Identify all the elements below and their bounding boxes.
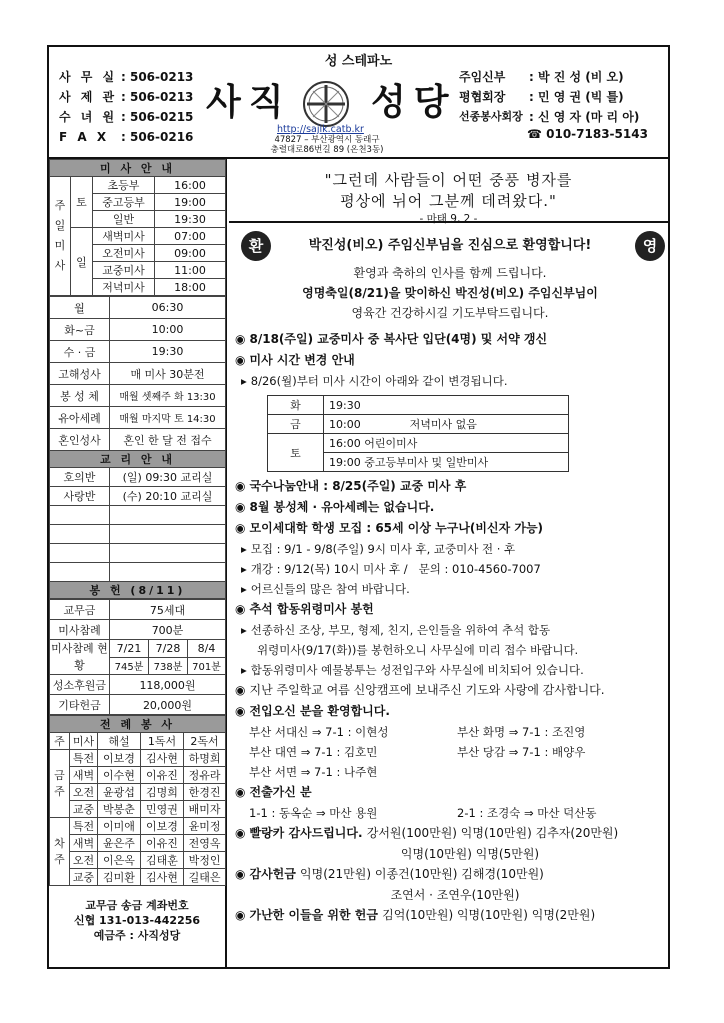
empty-cell [50, 525, 110, 544]
mass-name: 초등부 [93, 177, 155, 194]
mass-time: 19:00 [155, 194, 226, 211]
transfer-out-row [235, 803, 665, 823]
quote-line-1: "그런데 사람들이 어떤 중풍 병자를 [324, 171, 573, 189]
service-person: 이보경 [98, 750, 141, 767]
catechism-title: 교 리 안 내 [50, 451, 226, 468]
office-label: 사 무 실 [59, 70, 118, 84]
bullet-icon: ◉ [235, 867, 246, 881]
address-line-1: 47827 – 부산광역시 동래구 [274, 135, 380, 145]
mass-time: 19:30 [155, 211, 226, 228]
welcome-heading: 박진성(비오) 주임신부님을 진심으로 환영합니다! [308, 238, 592, 253]
service-mass: 교중 [70, 869, 98, 886]
service-header: 1독서 [141, 733, 184, 750]
bullet-icon: ◉ [235, 332, 246, 346]
notice-sub-text: 모집 : 9/1 - 9/8(주일) 9시 미사 후, 교중미사 전 · 후 [250, 542, 516, 556]
weekday-time: 매월 마지막 토 14:30 [110, 407, 226, 429]
weekday-name: 고해성사 [50, 363, 110, 385]
service-mass: 오전 [70, 852, 98, 869]
weekday-time: 06:30 [110, 297, 226, 319]
mass-name: 교중미사 [93, 262, 155, 279]
service-person: 윤은주 [98, 835, 141, 852]
service-person: 이보경 [141, 818, 184, 835]
phone-number: ☎ 010-7183-5143 [527, 127, 648, 141]
scripture-quote [229, 159, 668, 223]
service-header: 미사 [70, 733, 98, 750]
transfer-entry [457, 762, 665, 782]
mass-time: 07:00 [155, 228, 226, 245]
service-mass: 특전 [70, 750, 98, 767]
notice-text: 지난 주일학교 여름 신앙캠프에 보내주신 기도와 사랑에 감사합니다. [249, 683, 605, 697]
welcome-line: 환영과 축하의 인사를 함께 드립니다. [353, 266, 547, 280]
contact-left [59, 67, 193, 147]
notice-sub-text: 8/26(월)부터 미사 시간이 아래와 같이 변경됩니다. [250, 374, 508, 388]
sunday-mass-label: 주일미사 [50, 177, 71, 296]
notice-item [235, 823, 665, 844]
mass-table [49, 159, 226, 296]
service-title: 전 례 봉 사 [50, 716, 226, 733]
bullet-icon: ◉ [235, 521, 246, 535]
arrow-icon: ▸ [241, 542, 247, 556]
bullet-icon: ◉ [235, 353, 246, 367]
notice-item [235, 599, 665, 620]
welcome-banner [235, 229, 665, 263]
notice-text: 국수나눔안내 : 8/25(주일) 교중 미사 후 [249, 479, 467, 493]
weekday-time: 매 미사 30분전 [110, 363, 226, 385]
catechism-name: 호의반 [50, 468, 110, 487]
mass-time: 11:00 [155, 262, 226, 279]
service-person: 이은옥 [98, 852, 141, 869]
weekday-time: 10:00 [110, 319, 226, 341]
arrow-icon: ▸ [241, 663, 247, 677]
notice-item [235, 518, 665, 539]
convent-label: 수 녀 원 [59, 110, 118, 124]
quote-line-2: 평상에 뉘어 그분께 데려왔다." [340, 192, 557, 210]
quote-reference: - 마태 9, 2 - [419, 213, 478, 225]
attendance-count: 745분 [110, 657, 149, 675]
weekday-name: 수 · 금 [50, 341, 110, 363]
mass-name: 오전미사 [93, 245, 155, 262]
offering-value: 700분 [110, 620, 226, 640]
notice-detail: 김억(10만원) 익명(10만원) 익명(2만원) [382, 908, 596, 922]
offering-value: 118,000원 [110, 675, 226, 695]
welcome-line: 영명축일(8/21)을 맞이하신 박진성(비오) 주임신부님이 [302, 286, 598, 300]
notice-sub [235, 539, 665, 559]
empty-cell [50, 563, 110, 582]
attendance-date: 8/4 [188, 640, 226, 658]
offering-table [49, 599, 226, 715]
weekday-time: 혼인 한 달 전 접수 [110, 429, 226, 451]
notice-item [235, 701, 665, 722]
service-mass: 교중 [70, 801, 98, 818]
offering-label: 교무금 [50, 600, 110, 620]
sunday-label: 일 [71, 228, 93, 296]
weekday-time: 19:30 [110, 341, 226, 363]
service-header: 해설 [98, 733, 141, 750]
empty-cell [110, 544, 226, 563]
service-person: 윤미정 [184, 818, 226, 835]
service-header: 2독서 [184, 733, 226, 750]
transfer-entry: 부산 서면 ⇒ 7-1 : 나주현 [249, 765, 378, 779]
notice-detail: 익명(21만원) 이종건(10만원) 김해경(10만원) [300, 867, 544, 881]
service-person: 김사현 [141, 869, 184, 886]
service-person: 김태훈 [141, 852, 184, 869]
welcome-badge-left: 환 [241, 231, 271, 261]
offering-label: 성소후원금 [50, 675, 110, 695]
service-head-name: : 신 영 자 (마 리 아) [529, 110, 640, 124]
welcome-badge-right: 영 [635, 231, 665, 261]
arrow-icon: ▸ [241, 582, 247, 596]
schedule-change-table [267, 395, 569, 472]
offering-label: 미사참례 [50, 620, 110, 640]
weekday-name: 유아세례 [50, 407, 110, 429]
service-person: 윤광섭 [98, 784, 141, 801]
parish-patron: 성 스테파노 [324, 54, 393, 69]
change-day: 토 [268, 434, 324, 472]
website-link[interactable]: http://sajik.catb.kr [277, 124, 364, 135]
service-person: 민영권 [141, 801, 184, 818]
notice-text: 8/18(주일) 교중미사 중 복사단 입단(4명) 및 서약 갱신 [249, 332, 548, 346]
weekday-name: 화~금 [50, 319, 110, 341]
notice-sub [235, 559, 665, 579]
title-right: 성당 [371, 81, 457, 123]
service-mass: 특전 [70, 818, 98, 835]
attendance-count: 701분 [188, 657, 226, 675]
fax-number: : 506-0216 [121, 130, 194, 144]
title-left: 사직 [206, 81, 292, 123]
bullet-icon: ◉ [235, 826, 246, 840]
notice-sub-text: 합동위령미사 예물봉투는 성전입구와 사무실에 비치되어 있습니다. [250, 663, 584, 677]
notice-detail-line: 조연서 · 조연우(10만원) [390, 888, 520, 902]
service-person: 김사현 [141, 750, 184, 767]
notice-text: 빨랑카 감사드립니다. [249, 826, 363, 840]
change-text: 19:30 [324, 396, 569, 415]
mass-name: 일반 [93, 211, 155, 228]
service-header: 주 [50, 733, 70, 750]
catechism-time: (수) 20:10 교리실 [110, 487, 226, 506]
notice-item [235, 350, 665, 371]
service-person: 이유진 [141, 767, 184, 784]
notice-sub-text: 선종하신 조상, 부모, 형제, 친지, 은인들을 위하여 추석 합동 [250, 623, 551, 637]
contact-right [459, 67, 639, 127]
arrow-icon: ▸ [241, 562, 247, 576]
offering-value: 75세대 [110, 600, 226, 620]
notice-sub [235, 371, 665, 391]
offering-value: 20,000원 [110, 695, 226, 715]
notice-text: 가난한 이들을 위한 헌금 [249, 908, 378, 922]
empty-cell [50, 544, 110, 563]
pastor-label: 주임신부 [459, 70, 506, 84]
liturgy-service-table [49, 715, 226, 886]
service-person: 이미애 [98, 818, 141, 835]
notice-text: 8월 봉성체 · 유아세례는 없습니다. [249, 500, 435, 514]
weekday-time: 매월 셋째주 화 13:30 [110, 385, 226, 407]
bullet-icon: ◉ [235, 602, 246, 616]
weekday-name: 봉 성 체 [50, 385, 110, 407]
notice-item [235, 905, 665, 926]
transfer-entry: 2-1 : 조경숙 ⇒ 마산 덕산동 [457, 806, 597, 820]
change-text: 19:00 중고등부미사 및 일반미사 [324, 453, 569, 472]
council-name: : 민 영 권 (빅 틀) [529, 90, 624, 104]
mass-time: 18:00 [155, 279, 226, 296]
this-week-label: 금주 [50, 750, 70, 818]
change-text: 16:00 어린이미사 [324, 434, 569, 453]
bullet-icon: ◉ [235, 785, 246, 799]
change-day: 화 [268, 396, 324, 415]
attendance-date: 7/28 [149, 640, 188, 658]
weekday-name: 혼인성사 [50, 429, 110, 451]
service-person: 하명희 [184, 750, 226, 767]
notice-item [235, 329, 665, 350]
notice-sub: 위령미사(9/17(화))를 봉헌하오니 사무실에 미리 접수 바랍니다. [257, 643, 579, 657]
service-person: 배미자 [184, 801, 226, 818]
address [257, 135, 397, 155]
office-number: : 506-0213 [121, 70, 194, 84]
arrow-icon: ▸ [241, 374, 247, 388]
main-content [229, 159, 668, 967]
service-person: 김미환 [98, 869, 141, 886]
service-person: 이수현 [98, 767, 141, 784]
empty-cell [110, 525, 226, 544]
notice-text: 미사 시간 변경 안내 [249, 353, 355, 367]
catechism-time: (일) 09:30 교리실 [110, 468, 226, 487]
change-text: 10:00 저녁미사 없음 [324, 415, 569, 434]
rectory-number: : 506-0213 [121, 90, 194, 104]
arrow-icon: ▸ [241, 623, 247, 637]
offering-label: 기타헌금 [50, 695, 110, 715]
notice-detail-line: 익명(10만원) 익명(5만원) [400, 847, 540, 861]
catechism-name: 사랑반 [50, 487, 110, 506]
bullet-icon: ◉ [235, 704, 246, 718]
service-person: 전영옥 [184, 835, 226, 852]
notice-sub-text: 어르신들의 많은 참여 바랍니다. [250, 582, 410, 596]
attendance-date: 7/21 [110, 640, 149, 658]
service-person: 박봉춘 [98, 801, 141, 818]
next-week-label: 차주 [50, 818, 70, 886]
weekday-table [49, 296, 226, 599]
bullet-icon: ◉ [235, 500, 246, 514]
notice-item [235, 864, 665, 885]
service-person: 이유진 [141, 835, 184, 852]
attendance-count: 738분 [149, 657, 188, 675]
service-person: 김명희 [141, 784, 184, 801]
mass-time: 09:00 [155, 245, 226, 262]
notice-sub [235, 660, 665, 680]
weekday-name: 월 [50, 297, 110, 319]
notice-item [235, 476, 665, 497]
change-day: 금 [268, 415, 324, 434]
fax-label: F A X [59, 130, 110, 144]
notice-text: 전입오신 분을 환영합니다. [249, 704, 390, 718]
service-head-label: 선종봉사회장 [459, 110, 523, 123]
notice-detail: 강서원(100만원) 익명(10만원) 김추자(20만원) [366, 826, 619, 840]
mass-time: 16:00 [155, 177, 226, 194]
notice-text: 모이세대학 학생 모집 : 65세 이상 누구나(비신자 가능) [249, 521, 544, 535]
offering-title: 봉 헌 (8/11) [50, 582, 226, 599]
transfer-in-row [235, 722, 665, 742]
bullet-icon: ◉ [235, 683, 246, 697]
bulletin-frame [47, 45, 670, 969]
pastor-name: : 박 진 성 (비 오) [529, 70, 624, 84]
transfer-entry: 부산 화명 ⇒ 7-1 : 조진영 [457, 725, 586, 739]
notice-sub [235, 579, 665, 599]
service-person: 정유라 [184, 767, 226, 784]
council-label: 평협회장 [459, 90, 506, 104]
attendance-label: 미사참례 현황 [50, 640, 110, 675]
transfer-entry: 부산 서대신 ⇒ 7-1 : 이현성 [249, 725, 389, 739]
address-line-2: 충렬대로86번길 89 (온천3동) [270, 145, 384, 155]
account-holder: 예금주 : 사직성당 [93, 929, 181, 942]
notice-item [235, 497, 665, 518]
empty-cell [110, 506, 226, 525]
notice-text: 감사헌금 [249, 867, 296, 881]
header [49, 47, 668, 159]
service-mass: 오전 [70, 784, 98, 801]
service-person: 한경진 [184, 784, 226, 801]
empty-cell [50, 506, 110, 525]
notice-sub-text: 개강 : 9/12(목) 10시 미사 후 / 문의 : 010-4560-7007 [250, 562, 541, 576]
empty-cell [110, 563, 226, 582]
mass-name: 새벽미사 [93, 228, 155, 245]
transfer-in-row [235, 762, 665, 782]
service-mass: 새벽 [70, 835, 98, 852]
transfer-entry: 부산 대연 ⇒ 7-1 : 김호민 [249, 745, 378, 759]
service-mass: 새벽 [70, 767, 98, 784]
notice-sub [235, 620, 665, 640]
convent-number: : 506-0215 [121, 110, 194, 124]
bullet-icon: ◉ [235, 908, 246, 922]
notice-text: 전출가신 분 [249, 785, 312, 799]
welcome-line: 영육간 건강하시길 기도부탁드립니다. [351, 306, 549, 320]
service-person: 박정인 [184, 852, 226, 869]
mass-name: 저녁미사 [93, 279, 155, 296]
notice-item [235, 680, 665, 701]
account-title: 교무금 송금 계좌번호 [85, 899, 189, 912]
left-sidebar [49, 159, 227, 967]
account-number: 신협 131-013-442256 [73, 914, 201, 927]
donation-account [49, 886, 225, 943]
announcements [235, 229, 665, 926]
bullet-icon: ◉ [235, 479, 246, 493]
rectory-label: 사 제 관 [59, 90, 118, 104]
transfer-entry: 1-1 : 동옥순 ⇒ 마산 용원 [249, 806, 378, 820]
saturday-label: 토 [71, 177, 93, 228]
parish-logo-icon [301, 79, 351, 129]
mass-title: 미 사 안 내 [50, 160, 226, 177]
transfer-in-row [235, 742, 665, 762]
transfer-entry: 부산 당감 ⇒ 7-1 : 배양우 [457, 745, 586, 759]
service-person: 길태은 [184, 869, 226, 886]
mass-name: 중고등부 [93, 194, 155, 211]
notice-text: 추석 합동위령미사 봉헌 [249, 602, 374, 616]
notice-item [235, 782, 665, 803]
